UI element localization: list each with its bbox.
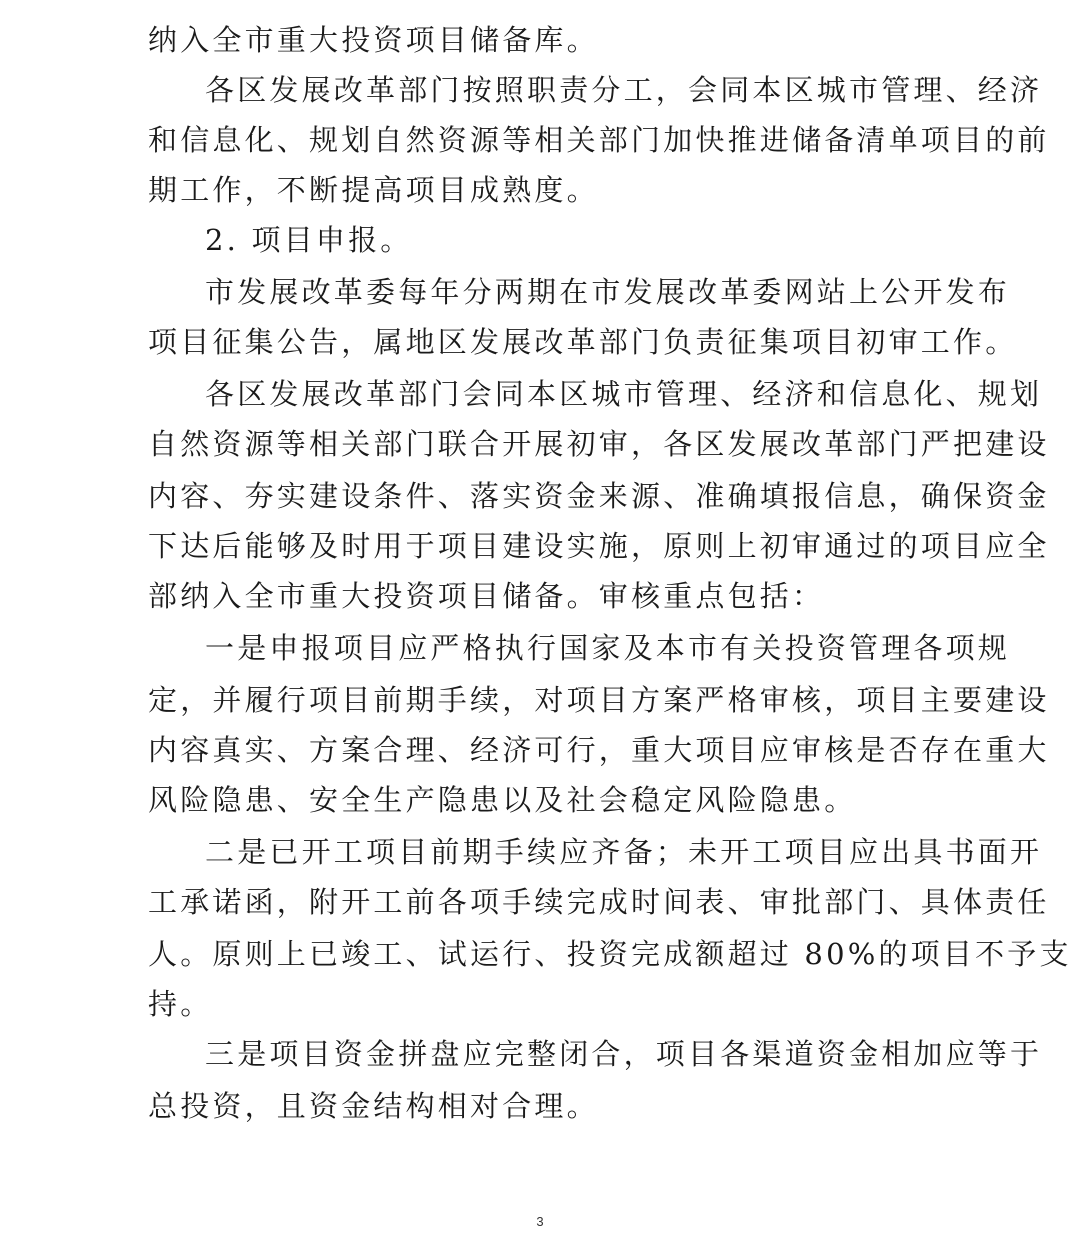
text-line: 部纳入全市重大投资项目储备。审核重点包括： — [148, 579, 825, 613]
paragraph-start-line: 一是申报项目应严格执行国家及本市有关投资管理各项规 — [205, 631, 1011, 665]
paragraph-start-line: 各区发展改革部门会同本区城市管理、经济和信息化、规划 — [205, 377, 1043, 411]
section-heading: 2. 项目申报。 — [205, 223, 413, 257]
text-line: 和信息化、规划自然资源等相关部门加快推进储备清单项目的前 — [148, 123, 1050, 157]
text-line: 内容真实、方案合理、经济可行，重大项目应审核是否存在重大 — [148, 733, 1050, 767]
paragraph-start-line: 各区发展改革部门按照职责分工，会同本区城市管理、经济 — [205, 73, 1043, 107]
text-line: 持。 — [148, 987, 213, 1021]
text-line: 自然资源等相关部门联合开展初审，各区发展改革部门严把建设 — [148, 427, 1050, 461]
text-line: 下达后能够及时用于项目建设实施，原则上初审通过的项目应全 — [148, 529, 1050, 563]
paragraph-start-line: 三是项目资金拼盘应完整闭合，项目各渠道资金相加应等于 — [205, 1037, 1043, 1071]
page-number: 3 — [536, 1214, 544, 1229]
text-line: 纳入全市重大投资项目储备库。 — [148, 23, 599, 57]
text-line: 期工作，不断提高项目成熟度。 — [148, 173, 599, 207]
text-line: 内容、夯实建设条件、落实资金来源、准确填报信息，确保资金 — [148, 479, 1050, 513]
text-line: 定，并履行项目前期手续，对项目方案严格审核，项目主要建设 — [148, 683, 1050, 717]
text-line: 总投资，且资金结构相对合理。 — [148, 1089, 599, 1123]
paragraph-start-line: 二是已开工项目前期手续应齐备；未开工项目应出具书面开 — [205, 835, 1043, 869]
paragraph-start-line: 市发展改革委每年分两期在市发展改革委网站上公开发布 — [205, 275, 1011, 309]
text-line: 项目征集公告，属地区发展改革部门负责征集项目初审工作。 — [148, 325, 1018, 359]
text-line: 工承诺函，附开工前各项手续完成时间表、审批部门、具体责任 — [148, 885, 1050, 919]
text-line: 风险隐患、安全生产隐患以及社会稳定风险隐患。 — [148, 783, 857, 817]
text-line: 人。原则上已竣工、试运行、投资完成额超过 80%的项目不予支 — [148, 937, 1072, 971]
